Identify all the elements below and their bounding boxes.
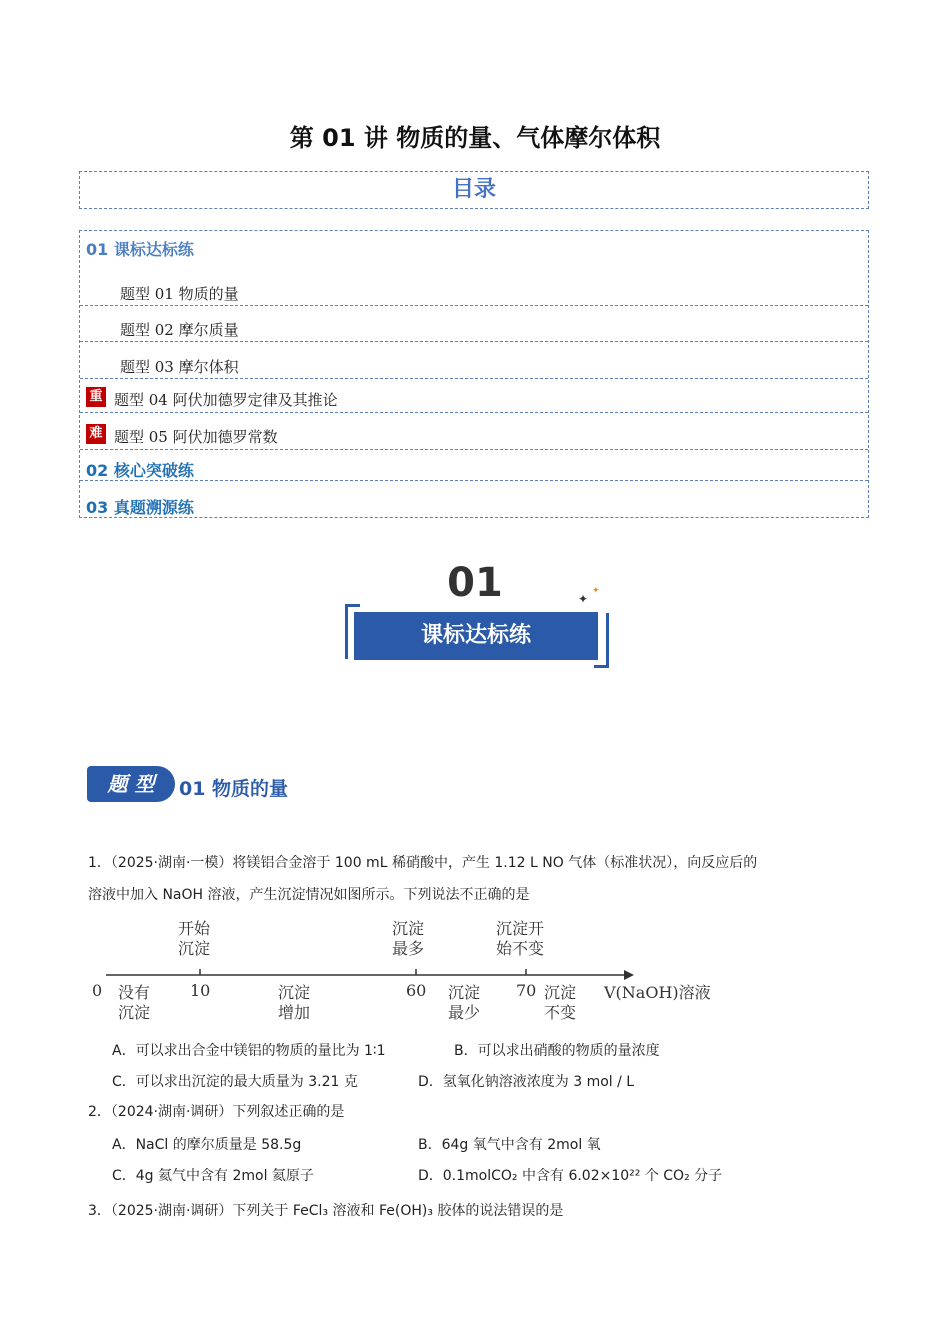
- toc-section-1[interactable]: 01 课标达标练: [86, 240, 194, 259]
- q1-option-c[interactable]: C．可以求出沉淀的最大质量为 3.21 克: [112, 1074, 358, 1090]
- q1-option-d[interactable]: D．氢氧化钠溶液浓度为 3 mol / L: [418, 1074, 635, 1090]
- toc-divider: [80, 412, 868, 413]
- label-max-precipitate: 沉淀 最多: [392, 919, 425, 958]
- question-2-stem: 2．（2024·湖南·调研）下列叙述正确的是: [88, 1104, 345, 1120]
- toc-divider: [80, 305, 868, 306]
- page-title: 第 01 讲 物质的量、气体摩尔体积: [289, 124, 661, 152]
- q2-option-a[interactable]: A．NaCl 的摩尔质量是 58.5g: [112, 1137, 302, 1153]
- toc-item-5[interactable]: 题型 05 阿伏加德罗常数: [114, 428, 278, 446]
- important-badge: 重: [86, 387, 106, 407]
- q1-option-a[interactable]: A．可以求出合金中镁铝的物质的量比为 1∶1: [112, 1043, 386, 1059]
- precipitate-diagram: [88, 915, 728, 1027]
- q2-option-c[interactable]: C．4g 氦气中含有 2mol 氦原子: [112, 1168, 314, 1184]
- toc-item-3[interactable]: 题型 03 摩尔体积: [120, 358, 239, 376]
- label-start-precipitate: 开始 沉淀: [178, 919, 211, 958]
- toc-heading: 目录: [79, 171, 869, 209]
- toc-item-2[interactable]: 题型 02 摩尔质量: [120, 321, 239, 339]
- toc-item-4[interactable]: 题型 04 阿伏加德罗定律及其推论: [114, 391, 338, 409]
- label-precipitate-increase: 沉淀 增加: [278, 983, 311, 1022]
- section-banner: 课标达标练: [354, 612, 598, 660]
- tick-10: 10: [190, 981, 211, 1000]
- q1-option-b[interactable]: B．可以求出硝酸的物质的量浓度: [454, 1043, 660, 1059]
- toc-section-3[interactable]: 03 真题溯源练: [86, 498, 194, 517]
- question-1-line-2: 溶液中加入 NaOH 溶液，产生沉淀情况如图所示。下列说法不正确的是: [88, 887, 530, 903]
- toc-box: [79, 230, 869, 518]
- toc-divider: [80, 449, 868, 450]
- question-type-title: 01 物质的量: [179, 778, 289, 800]
- difficult-badge: 难: [86, 424, 106, 444]
- toc-divider: [80, 480, 868, 481]
- q2-option-d[interactable]: D．0.1molCO₂ 中含有 6.02×10²² 个 CO₂ 分子: [418, 1168, 723, 1184]
- sparkle-icon: ✦: [592, 586, 600, 596]
- label-precipitate-minimum: 沉淀 最少: [448, 983, 481, 1022]
- tick-0: 0: [92, 981, 103, 1000]
- tick-70: 70: [516, 981, 537, 1000]
- question-3-stem: 3．（2025·湖南·调研）下列关于 FeCl₃ 溶液和 Fe(OH)₃ 胶体的说法错误的是: [88, 1203, 564, 1219]
- section-number: 01: [447, 560, 503, 606]
- toc-item-1[interactable]: 题型 01 物质的量: [120, 285, 239, 303]
- axis-label: V(NaOH)溶液: [604, 983, 711, 1002]
- label-precipitate-unchanged: 沉淀 不变: [544, 983, 577, 1022]
- tick-60: 60: [406, 981, 427, 1000]
- q2-option-b[interactable]: B．64g 氧气中含有 2mol 氧: [418, 1137, 601, 1153]
- question-1-line-1: 1．（2025·湖南·一模）将镁铝合金溶于 100 mL 稀硝酸中，产生 1.12 L NO 气体（标准状况），向反应后的: [88, 855, 758, 871]
- toc-divider: [80, 341, 868, 342]
- label-no-precipitate: 没有 沉淀: [118, 983, 151, 1022]
- question-type-badge: 题 型: [87, 766, 175, 802]
- sparkle-icon: ✦: [578, 592, 589, 606]
- toc-divider: [80, 378, 868, 379]
- toc-section-2[interactable]: 02 核心突破练: [86, 461, 194, 480]
- label-precipitate-constant-start: 沉淀开 始不变: [496, 919, 545, 958]
